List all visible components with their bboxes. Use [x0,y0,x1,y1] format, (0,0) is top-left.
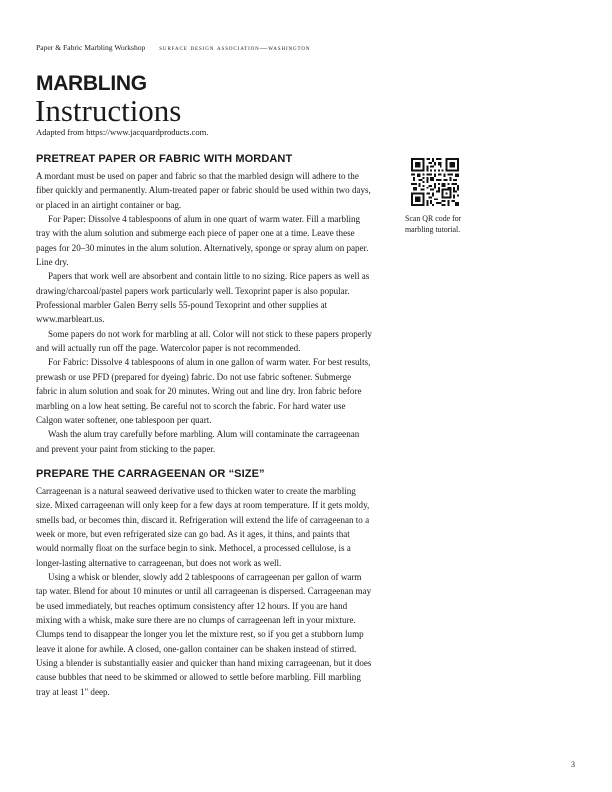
main-content [36,152,372,699]
section-heading-pretreat: PRETREAT PAPER OR FABRIC WITH MORDANT [36,153,293,165]
organization-name: surface design association—washington [159,43,311,52]
paragraph: For Paper: Dissolve 4 tablespoons of alum in one quart of warm water. Fill a marbling tray with the alum solution and submerge each piece of paper one at a time. Leave these pages for 20–30 minutes in the alum solution. Alternatively, sponge or spray alum on paper. Line dry. [36,214,369,268]
paragraph: Papers that work well are absorbent and contain little to no sizing. Rice papers as well as drawing/charcoal/pastel papers work particularly well. Texoprint paper is also popular. Professional marbler Galen Berry sells 55-pound Texoprint and other supplies at www.marbleart.us. [36,271,370,325]
qr-sidebar [405,158,477,235]
title-marbling: MARBLING [36,72,147,95]
running-header [36,43,310,52]
paragraph: Carrageenan is a natural seaweed derivative used to thicken water to create the marbling size. Mixed carrageenan will only keep for a few days at room temperature. If it gets moldy, smells bad, or becomes thin, discard it. Refrigeration will extend the life of carrageenan to a week or more, but even refrigerated size can go bad. As it ages, it thins, and paints that would normally float on the surface begin to sink. Methocel, a processed cellulose, is a longer-lasting alternative to carrageenan, but does not work as well. [36,485,370,568]
section-heading-carrageenan: PREPARE THE CARRAGEENAN OR “SIZE” [36,467,265,480]
page-number: 3 [571,760,575,769]
paragraph: Some papers do not work for marbling at all. Color will not stick to these papers properly and will actually run off the page. Watercolor paper is not recommended. [36,328,372,354]
title-instructions: Instructions [35,93,182,128]
paragraph: Using a whisk or blender, slowly add 2 tablespoons of carrageenan per gallon of warm tap water. Blend for about 10 minutes or until all carrageenan is dispersed. Carrageenan may be used immediately, but reaches optimum consistency after 12 hours. If you are hand mixing with a whisk, make sure there are no clumps of carrageenan left in your mixture. Clumps tend to disappear the longer you let the mixture rest, so if you get a stubborn lump leave it alone for awhile. A closed, one-gallon container can be shaken instead of stirred. Using a blender is substantially easier and quicker than hand mixing carrageenan, but it does cause bubbles that need to be skimmed or allowed to settle before marbling. Fill marbling tray at least 1" deep. [36,571,372,697]
qr-caption: Scan QR code for marbling tutorial. [405,214,462,234]
qr-code-icon[interactable] [411,158,459,206]
section-pretreat [36,152,372,456]
paragraph: For Fabric: Dissolve 4 tablespoons of alum in one gallon of warm water. For best results, prewash or use PFD (prepared for dyeing) fabric. Do not use fabric softener. Submerge fabric in alum solution and soak for 20 minutes. Wring out and line dry. Iron fabric before marbling on a low heat setting. Be careful not to scorch the fabric. For hard water use Calgon water softener, one tablespoon per quart. [36,357,371,425]
workshop-title: Paper & Fabric Marbling Workshop [36,43,146,52]
source-credit: Adapted from https://www.jacquardproducts.com. [36,127,209,137]
paragraph: Wash the alum tray carefully before marbling. Alum will contaminate the carrageenan and prevent your paint from sticking to the paper. [36,429,360,454]
section-carrageenan [36,467,372,699]
paragraph: A mordant must be used on paper and fabric so that the marbled design will adhere to the fiber quickly and permanently. Alum-treated paper or fabric should be used within two days, or placed in an airtight container or bag. [36,171,371,210]
